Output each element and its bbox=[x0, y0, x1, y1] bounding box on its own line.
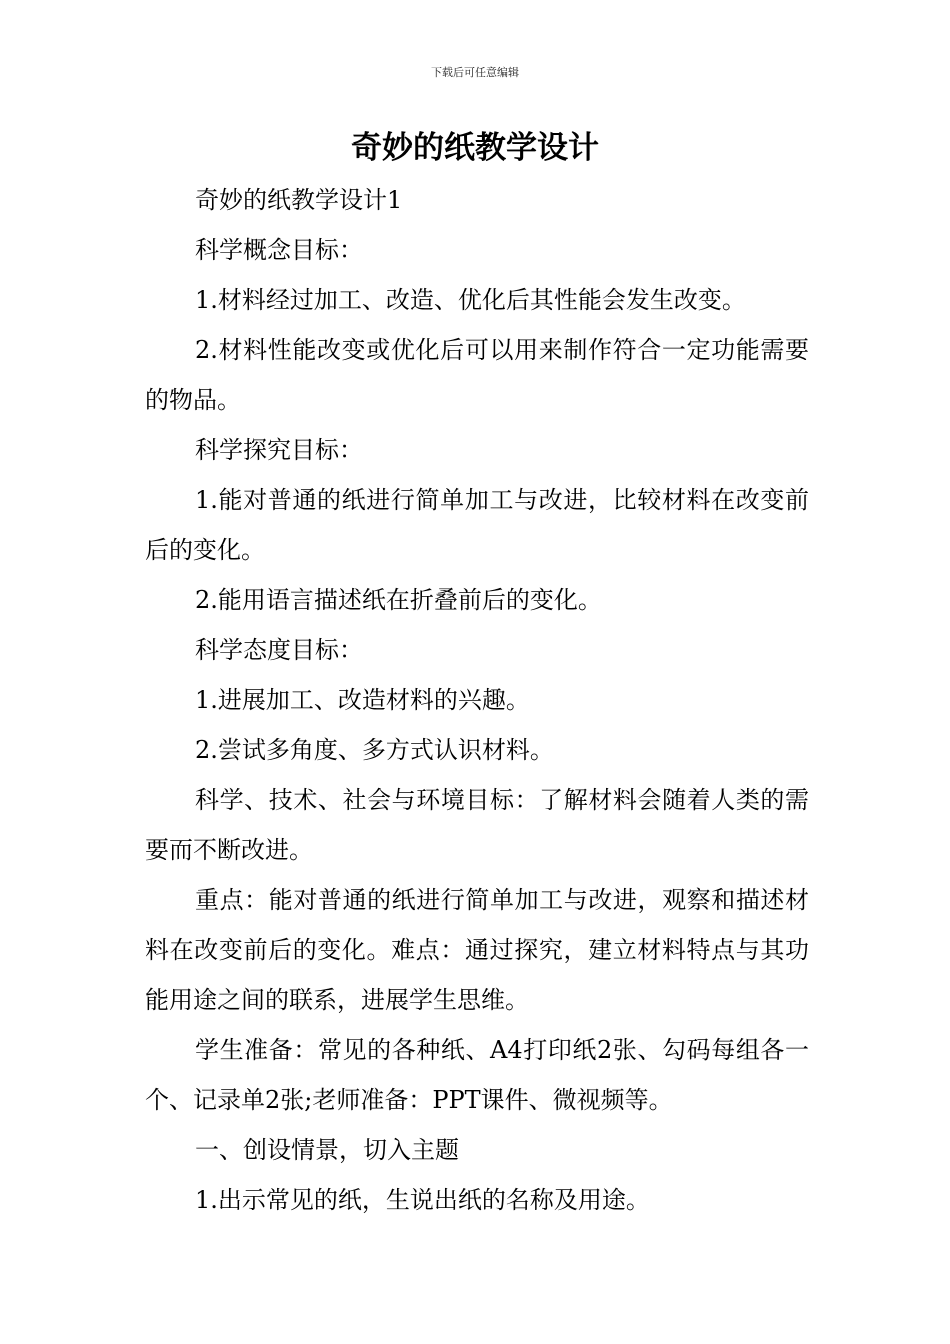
paragraph: 2.材料性能改变或优化后可以用来制作符合一定功能需要的物品。 bbox=[145, 336, 809, 414]
paragraph: 一、创设情景，切入主题 bbox=[195, 1136, 459, 1164]
header-note: 下载后可任意编辑 bbox=[431, 66, 519, 79]
paragraph: 科学概念目标： bbox=[195, 236, 363, 264]
paragraph: 2.尝试多角度、多方式认识材料。 bbox=[195, 736, 554, 764]
paragraph: 科学探究目标： bbox=[195, 436, 363, 464]
paragraph: 1.材料经过加工、改造、优化后其性能会发生改变。 bbox=[195, 286, 746, 314]
paragraph: 1.出示常见的纸，生说出纸的名称及用途。 bbox=[195, 1186, 650, 1214]
paragraph: 学生准备：常见的各种纸、A4打印纸2张、勾码每组各一个、记录单2张;老师准备：PPT课件、微视频等。 bbox=[145, 1036, 809, 1114]
paragraph: 1.能对普通的纸进行简单加工与改进，比较材料在改变前后的变化。 bbox=[145, 486, 809, 564]
document-title: 奇妙的纸教学设计 bbox=[351, 130, 599, 166]
paragraph: 奇妙的纸教学设计1 bbox=[195, 186, 403, 214]
paragraph: 2.能用语言描述纸在折叠前后的变化。 bbox=[195, 586, 602, 614]
paragraph: 重点：能对普通的纸进行简单加工与改进，观察和描述材料在改变前后的变化。难点：通过探究，建立材料特点与其功能用途之间的联系，进展学生思维。 bbox=[145, 886, 809, 1014]
paragraph: 科学态度目标： bbox=[195, 636, 363, 664]
paragraph: 科学、技术、社会与环境目标：了解材料会随着人类的需要而不断改进。 bbox=[145, 786, 809, 864]
document-body bbox=[145, 175, 809, 1225]
paragraph: 1.进展加工、改造材料的兴趣。 bbox=[195, 686, 530, 714]
